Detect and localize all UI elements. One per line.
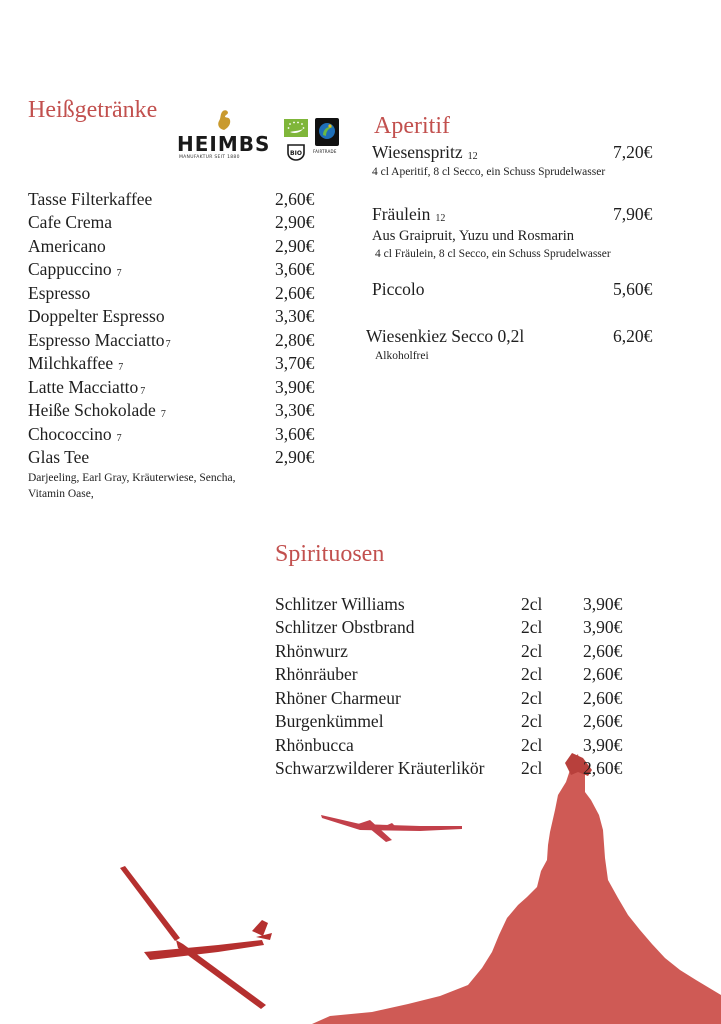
item-note: Alkoholfrei	[375, 350, 429, 362]
list-item: Rhöner Charmeur	[275, 688, 401, 708]
tea-varieties-note: Darjeeling, Earl Gray, Kräuterwiese, Sencha,	[28, 472, 236, 484]
list-item: Cafe Crema	[28, 212, 113, 232]
hot-drinks-heading: Heißgetränke	[28, 97, 158, 123]
list-item: Espresso	[28, 283, 91, 303]
list-item: Rhönräuber	[275, 664, 358, 684]
item-price: 2,90€	[275, 447, 315, 467]
item-size: 2cl	[521, 641, 543, 661]
list-item: Schlitzer Williams	[275, 594, 405, 614]
item-price: 7,90€	[613, 204, 653, 224]
list-item: Cappuccino 7	[28, 259, 122, 279]
mountain-silhouette	[312, 754, 721, 1024]
list-item: Rhönwurz	[275, 641, 348, 661]
item-price: 3,90€	[583, 735, 623, 755]
item-price: 2,60€	[275, 283, 315, 303]
bio-logo	[284, 119, 308, 161]
squirrel-icon	[215, 109, 233, 131]
list-item: Americano	[28, 236, 106, 256]
item-size: 2cl	[521, 735, 543, 755]
list-item: Wiesenspritz 12	[372, 142, 478, 162]
item-price: 2,60€	[275, 189, 315, 209]
item-price: 3,90€	[583, 617, 623, 637]
list-item: Rhönbucca	[275, 735, 354, 755]
item-size: 2cl	[521, 758, 543, 778]
item-note: 4 cl Fräulein, 8 cl Secco, ein Schuss Sprudelwasser	[375, 248, 611, 260]
list-item: Chococcino 7	[28, 424, 122, 444]
list-item: Fräulein 12	[372, 204, 446, 224]
list-item: Heiße Schokolade 7	[28, 400, 166, 420]
tea-varieties-note: Vitamin Oase,	[28, 488, 94, 500]
item-size: 2cl	[521, 594, 543, 614]
item-description: Aus Graipruit, Yuzu und Rosmarin	[372, 228, 575, 244]
glider-large	[120, 866, 272, 1009]
list-item: Milchkaffee 7	[28, 353, 124, 373]
list-item: Piccolo	[372, 279, 425, 299]
item-price: 2,60€	[583, 711, 623, 731]
item-price: 7,20€	[613, 142, 653, 162]
heimbs-wordmark: HEIMBS	[177, 132, 271, 156]
glider-small	[321, 815, 462, 842]
item-price: 3,70€	[275, 353, 315, 373]
heimbs-subline: MANUFAKTUR SEIT 1880	[179, 155, 240, 160]
item-price: 2,60€	[583, 758, 623, 778]
item-price: 3,60€	[275, 424, 315, 444]
item-price: 5,60€	[613, 279, 653, 299]
item-price: 2,90€	[275, 236, 315, 256]
item-price: 3,90€	[275, 377, 315, 397]
item-price: 3,90€	[583, 594, 623, 614]
item-price: 3,60€	[275, 259, 315, 279]
list-item: Burgenkümmel	[275, 711, 384, 731]
svg-text:BIO: BIO	[290, 150, 302, 157]
aperitif-heading: Aperitif	[374, 113, 450, 139]
item-price: 2,60€	[583, 664, 623, 684]
list-item: Tasse Filterkaffee	[28, 189, 153, 209]
list-item: Wiesenkiez Secco 0,2l	[366, 326, 525, 346]
fairtrade-logo	[313, 118, 339, 154]
list-item: Schwarzwilderer Kräuterlikör	[275, 758, 485, 778]
item-price: 3,30€	[275, 400, 315, 420]
list-item: Doppelter Espresso	[28, 306, 165, 326]
list-item: Espresso Macciatto7	[28, 330, 171, 350]
list-item: Glas Tee	[28, 447, 90, 467]
item-price: 2,80€	[275, 330, 315, 350]
item-size: 2cl	[521, 711, 543, 731]
item-size: 2cl	[521, 688, 543, 708]
item-price: 2,60€	[583, 641, 623, 661]
fairtrade-label: FAIRTRADE	[313, 149, 337, 154]
heimbs-logo	[177, 109, 271, 161]
item-price: 6,20€	[613, 326, 653, 346]
spirits-heading: Spirituosen	[275, 541, 385, 567]
list-item: Schlitzer Obstbrand	[275, 617, 415, 637]
item-price: 2,60€	[583, 688, 623, 708]
item-price: 2,90€	[275, 212, 315, 232]
item-size: 2cl	[521, 664, 543, 684]
item-size: 2cl	[521, 617, 543, 637]
list-item: Latte Macciatto 7	[28, 377, 146, 397]
item-price: 3,30€	[275, 306, 315, 326]
item-note: 4 cl Aperitif, 8 cl Secco, ein Schuss Sprudelwasser	[372, 166, 606, 178]
